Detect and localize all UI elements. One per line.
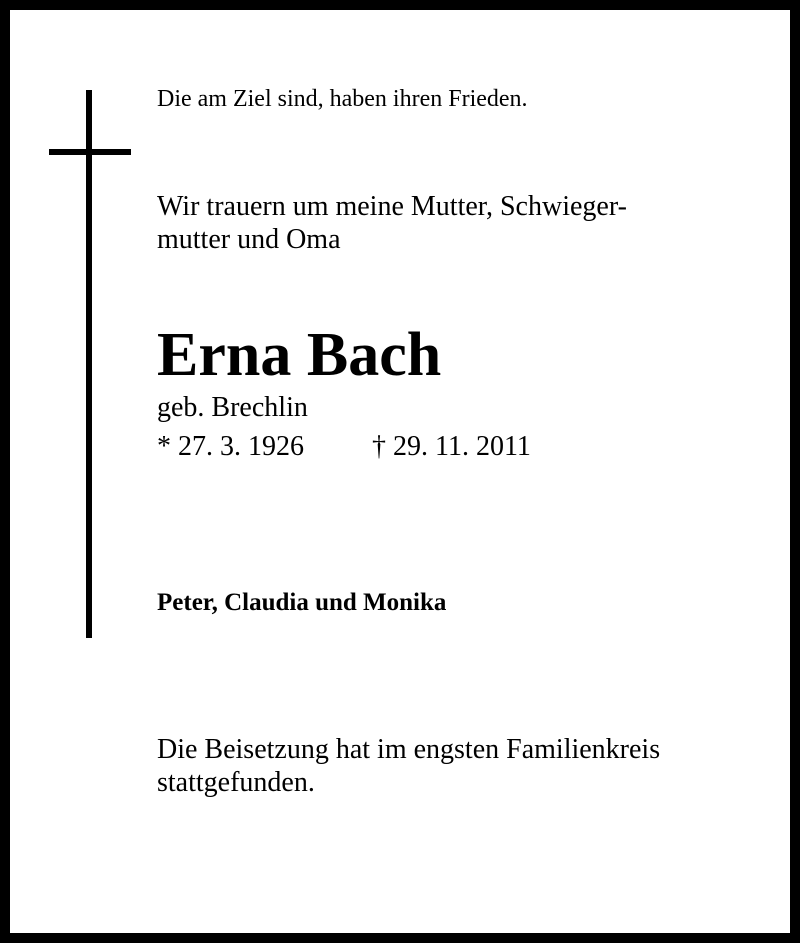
mourners-names: Peter, Claudia und Monika	[157, 589, 447, 616]
maiden-name-text: geb. Brechlin	[157, 392, 308, 423]
funeral-note-text	[157, 733, 660, 799]
mourning-intro-line-2: mutter und Oma	[157, 224, 341, 255]
motto-text: Die am Ziel sind, haben ihren Frieden.	[157, 86, 528, 112]
mourning-intro-line-1: Wir trauern um meine Mutter, Schwieger-	[157, 191, 627, 222]
cross-icon-vertical-bar	[86, 90, 92, 638]
funeral-note-line-2: stattgefunden.	[157, 767, 315, 798]
death-date: † 29. 11. 2011	[372, 431, 531, 462]
birth-date: * 27. 3. 1926	[157, 431, 304, 462]
funeral-note-line-1: Die Beisetzung hat im engsten Familienkreis	[157, 734, 661, 765]
cross-icon-horizontal-bar	[49, 149, 131, 155]
mourning-intro-text	[157, 190, 627, 256]
deceased-name: Erna Bach	[157, 321, 442, 389]
